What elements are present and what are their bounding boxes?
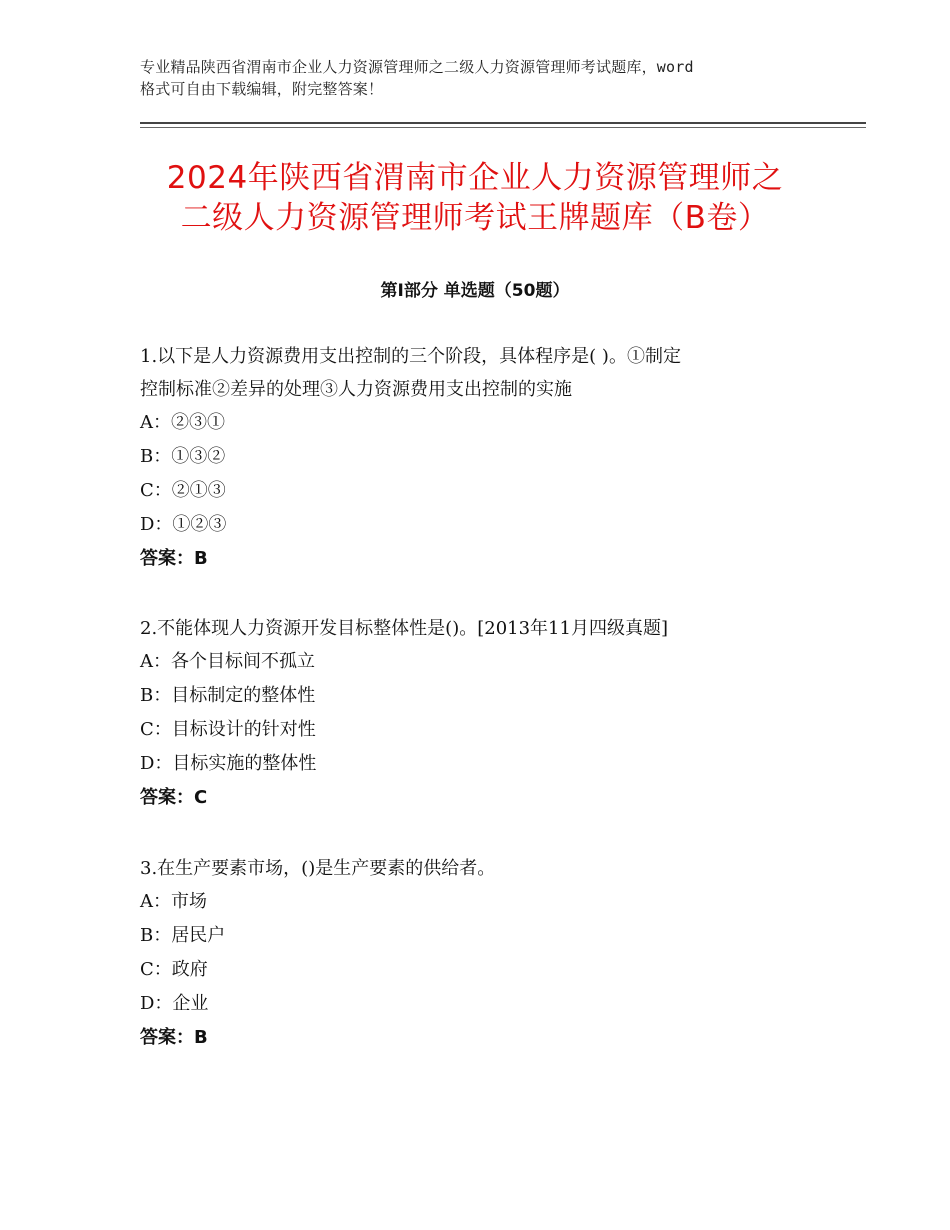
question-3-option-c: C：政府 — [140, 959, 208, 980]
question-2-answer: 答案：C — [140, 787, 208, 808]
question-3-option-b: B：居民户 — [140, 925, 226, 946]
question-3-option-a: A：市场 — [140, 891, 207, 912]
question-2 — [140, 612, 820, 815]
question-2-option-c: C：目标设计的针对性 — [140, 719, 316, 740]
header-note — [140, 56, 830, 100]
question-1-option-b: B：①③② — [140, 446, 226, 467]
question-3 — [140, 852, 820, 1055]
section-title: 第Ⅰ部分 单选题（50题） — [380, 281, 570, 301]
header-rule-thick — [140, 122, 866, 124]
document-title — [120, 158, 830, 238]
question-1-option-a: A：②③① — [140, 412, 225, 433]
document-title-line-2: 二级人力资源管理师考试王牌题库（B卷） — [180, 200, 770, 236]
document-title-line-1: 2024年陕西省渭南市企业人力资源管理师之 — [166, 160, 784, 196]
header-note-line-2: 格式可自由下载编辑，附完整答案！ — [140, 80, 384, 98]
question-1-option-c: C：②①③ — [140, 480, 226, 501]
question-2-option-b: B：目标制定的整体性 — [140, 685, 316, 706]
question-1-answer: 答案：B — [140, 548, 208, 569]
question-2-stem-line-1: 2.不能体现人力资源开发目标整体性是()。[2013年11月四级真题] — [140, 618, 668, 639]
question-1-option-d: D：①②③ — [140, 514, 227, 535]
question-3-answer: 答案：B — [140, 1027, 208, 1048]
question-3-option-d: D：企业 — [140, 993, 209, 1014]
header-note-line-1: 专业精品陕西省渭南市企业人力资源管理师之二级人力资源管理师考试题库，word — [140, 58, 694, 76]
header-rule-thin — [140, 127, 866, 128]
question-2-option-d: D：目标实施的整体性 — [140, 753, 317, 774]
question-3-stem-line-1: 3.在生产要素市场，()是生产要素的供给者。 — [140, 858, 496, 879]
question-1-stem-line-1: 1.以下是人力资源费用支出控制的三个阶段，具体程序是( )。①制定 — [140, 346, 681, 367]
question-1-stem-line-2: 控制标准②差异的处理③人力资源费用支出控制的实施 — [140, 379, 572, 400]
question-1 — [140, 340, 820, 576]
question-2-option-a: A：各个目标间不孤立 — [140, 651, 315, 672]
